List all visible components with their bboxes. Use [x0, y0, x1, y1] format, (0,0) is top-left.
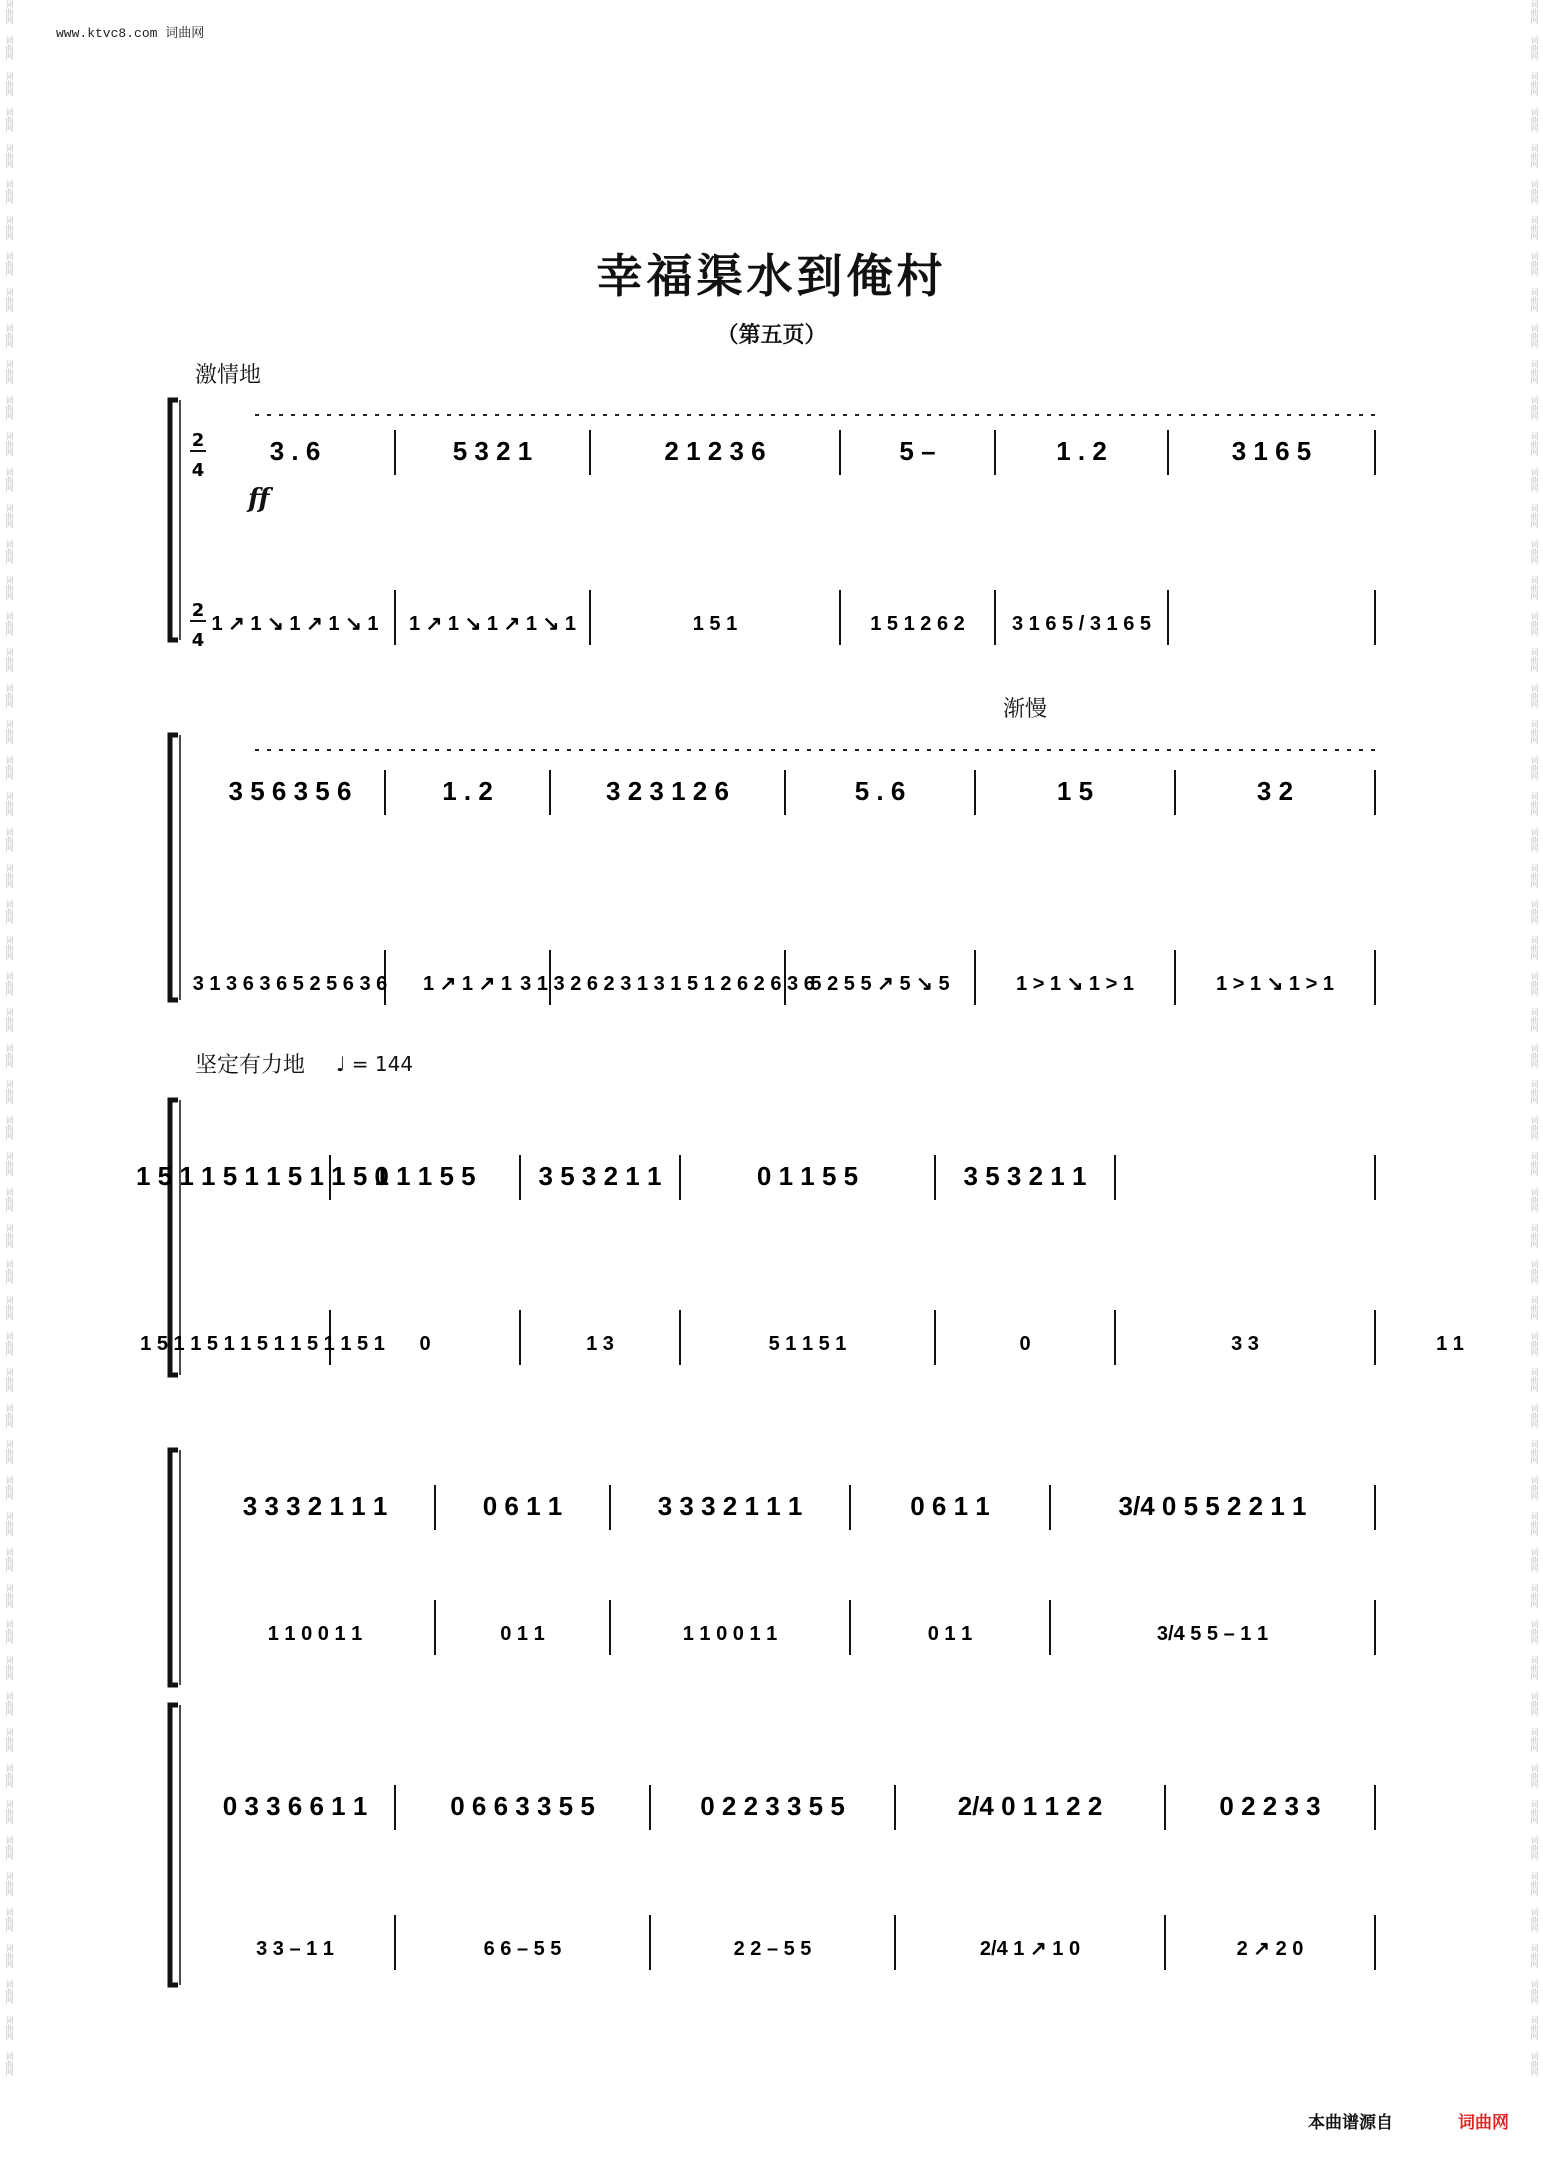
upper-measure: 0 3 3 6 6 1 1 [222, 1791, 368, 1821]
lower-measure: 2 ↗ 2 0 [1236, 1938, 1304, 1960]
watermark-text: 词曲网 [5, 1476, 14, 1500]
lower-measure: 5 2 5 5 ↗ 5 ↘ 5 [810, 973, 950, 995]
upper-measure: 0 2 2 3 3 [1219, 1791, 1321, 1821]
lower-measure: 1 > 1 ↘ 1 > 1 [1216, 973, 1334, 995]
watermark-text: 词曲网 [1530, 864, 1539, 888]
watermark-text: 词曲网 [1530, 0, 1539, 24]
upper-measure: 3/4 0 5 5 2 2 1 1 [1118, 1491, 1307, 1521]
watermark-text: 词曲网 [5, 936, 14, 960]
watermark-text: 词曲网 [1530, 360, 1539, 384]
watermark-text: 词曲网 [5, 108, 14, 132]
upper-measure: 3 5 3 2 1 1 [538, 1161, 662, 1191]
watermark-text: 词曲网 [5, 828, 14, 852]
watermark-text: 词曲网 [1530, 1404, 1539, 1428]
time-signature-numerator: 2 [191, 430, 205, 451]
watermark-text: 词曲网 [1530, 756, 1539, 780]
watermark-text: 词曲网 [5, 1368, 14, 1392]
watermark-text: 词曲网 [1530, 612, 1539, 636]
watermark-text: 词曲网 [5, 1008, 14, 1032]
watermark-text: 词曲网 [1530, 1008, 1539, 1032]
upper-measure: 1 5 1 1 5 1 1 5 1 1 5 1 [136, 1161, 389, 1191]
lower-measure: 1 5 1 2 6 2 [870, 613, 965, 635]
watermark-text: 词曲网 [1530, 1368, 1539, 1392]
tempo-marking-2: 渐慢 [1003, 697, 1048, 722]
watermark-text: 词曲网 [5, 1872, 14, 1896]
watermark-text: 词曲网 [1530, 144, 1539, 168]
watermark-text: 词曲网 [5, 2052, 14, 2076]
watermark-text: 词曲网 [1530, 792, 1539, 816]
watermark-text: 词曲网 [1530, 684, 1539, 708]
watermark-text: 词曲网 [5, 612, 14, 636]
watermark-text: 词曲网 [5, 0, 14, 24]
watermark-text: 词曲网 [1530, 1944, 1539, 1968]
dynamic-marking: ff [248, 484, 270, 514]
watermark-text: 词曲网 [1530, 1188, 1539, 1212]
watermark-text: 词曲网 [5, 1116, 14, 1140]
watermark-text: 词曲网 [1530, 252, 1539, 276]
footer-source-label: 本曲谱源自 [1308, 2113, 1393, 2133]
watermark-text: 词曲网 [1530, 324, 1539, 348]
watermark-text: 词曲网 [5, 720, 14, 744]
upper-measure: 5 3 2 1 [452, 436, 533, 466]
watermark-text: 词曲网 [1530, 1728, 1539, 1752]
lower-measure: 6 6 – 5 5 [483, 1938, 562, 1960]
upper-measure: 1 5 [1056, 776, 1094, 806]
watermark-text: 词曲网 [1530, 1620, 1539, 1644]
tempo-marking-1: 激情地 [195, 363, 262, 388]
watermark-text: 词曲网 [1530, 1836, 1539, 1860]
watermark-text: 词曲网 [5, 360, 14, 384]
lower-measure: 1 ↗ 1 ↗ 1 [422, 973, 513, 995]
lower-measure: 0 [419, 1333, 431, 1355]
watermark-text: 词曲网 [5, 396, 14, 420]
watermark-text: 词曲网 [5, 1044, 14, 1068]
watermark-text: 词曲网 [5, 972, 14, 996]
lower-measure: 3 3 [1231, 1333, 1259, 1355]
watermark-text: 词曲网 [1530, 1872, 1539, 1896]
watermark-text: 词曲网 [5, 1260, 14, 1284]
watermark-text: 词曲网 [5, 540, 14, 564]
upper-measure: 2 1 2 3 6 [664, 436, 766, 466]
lower-measure: 1 1 0 0 1 1 [682, 1623, 778, 1645]
watermark-text: 词曲网 [5, 1296, 14, 1320]
watermark-text: 词曲网 [5, 648, 14, 672]
page-title: 幸福渠水到俺村 [596, 249, 947, 303]
lower-measure: 1 ↗ 1 ↘ 1 ↗ 1 ↘ 1 [211, 613, 379, 635]
lower-measure: 5 1 1 5 1 [768, 1333, 847, 1355]
lower-measure: 1 5 1 1 5 1 1 5 1 1 5 1 1 5 1 [140, 1333, 385, 1355]
watermark-text: 词曲网 [1530, 36, 1539, 60]
watermark-text: 词曲网 [5, 468, 14, 492]
watermark-text: 词曲网 [5, 1728, 14, 1752]
upper-measure: 0 1 1 5 5 [756, 1161, 859, 1191]
lower-measure: 3/4 5 5 – 1 1 [1156, 1623, 1269, 1645]
watermark-text: 词曲网 [1530, 828, 1539, 852]
watermark-text: 词曲网 [1530, 1692, 1539, 1716]
watermark-text: 词曲网 [1530, 972, 1539, 996]
watermark-text: 词曲网 [1530, 1440, 1539, 1464]
watermark-text: 词曲网 [5, 684, 14, 708]
watermark-text: 词曲网 [1530, 1908, 1539, 1932]
watermark-text: 词曲网 [5, 1548, 14, 1572]
watermark-text: 词曲网 [5, 2016, 14, 2040]
watermark-text: 词曲网 [1530, 1116, 1539, 1140]
watermark-text: 词曲网 [1530, 720, 1539, 744]
watermark-text: 词曲网 [1530, 1080, 1539, 1104]
watermark-text: 词曲网 [1530, 468, 1539, 492]
watermark-text: 词曲网 [5, 1188, 14, 1212]
watermark-text: 词曲网 [5, 1836, 14, 1860]
time-signature-numerator: 2 [191, 600, 205, 621]
system-bracket [170, 1705, 178, 1985]
watermark-text: 词曲网 [5, 1980, 14, 2004]
watermark-text: 词曲网 [5, 216, 14, 240]
watermark-text: 词曲网 [5, 324, 14, 348]
watermark-text: 词曲网 [1530, 288, 1539, 312]
watermark-text: 词曲网 [5, 756, 14, 780]
watermark-text: 词曲网 [1530, 1260, 1539, 1284]
watermark-text: 词曲网 [5, 72, 14, 96]
lower-measure: 1 ↗ 1 ↘ 1 ↗ 1 ↘ 1 [408, 613, 577, 635]
lower-measure: 1 1 [1436, 1333, 1464, 1355]
lower-measure: 3 1 3 6 3 6 5 2 5 6 3 6 [192, 973, 388, 995]
watermark-text: 词曲网 [5, 36, 14, 60]
watermark-text: 词曲网 [5, 864, 14, 888]
watermark-text: 词曲网 [5, 1800, 14, 1824]
watermark-text: 词曲网 [1530, 2052, 1539, 2076]
watermark-text: 词曲网 [1530, 1224, 1539, 1248]
lower-measure: 0 1 1 [500, 1623, 545, 1645]
watermark-text: 词曲网 [1530, 576, 1539, 600]
upper-measure: 2/4 0 1 1 2 2 [957, 1791, 1103, 1821]
watermark-text: 词曲网 [5, 180, 14, 204]
upper-measure: 0 2 2 3 3 5 5 [700, 1791, 845, 1821]
watermark-text: 词曲网 [5, 1764, 14, 1788]
upper-measure: 5 – [899, 436, 936, 466]
lower-measure: 3 3 – 1 1 [256, 1938, 334, 1960]
watermark-text: 词曲网 [1530, 1800, 1539, 1824]
watermark-text: 词曲网 [5, 1692, 14, 1716]
watermark-text: 词曲网 [1530, 1980, 1539, 2004]
watermark-text: 词曲网 [5, 1620, 14, 1644]
upper-measure: 3 2 [1256, 776, 1294, 806]
upper-measure: 0 6 1 1 [910, 1491, 990, 1521]
lower-measure: 1 3 [586, 1333, 614, 1355]
system-bracket [170, 1450, 178, 1685]
upper-measure: 3 3 3 2 1 1 1 [242, 1491, 388, 1521]
watermark-text: 词曲网 [1530, 432, 1539, 456]
metronome-value: = 144 [351, 1052, 414, 1076]
quarter-note-icon: ♩ [336, 1052, 346, 1076]
footer-brand-link[interactable]: 词曲网 [1458, 2113, 1509, 2133]
lower-measure: 0 [1019, 1333, 1031, 1355]
watermark-text: 词曲网 [5, 1944, 14, 1968]
upper-measure: 3 . 6 [269, 436, 321, 466]
watermark-text: 词曲网 [1530, 1548, 1539, 1572]
watermark-text: 词曲网 [1530, 1044, 1539, 1068]
watermark-text: 词曲网 [1530, 648, 1539, 672]
watermark-text: 词曲网 [5, 144, 14, 168]
site-url: www.ktvc8.com 词曲网 [56, 26, 205, 41]
watermark-text: 词曲网 [1530, 2016, 1539, 2040]
watermark-text: 词曲网 [5, 1080, 14, 1104]
watermark-text: 词曲网 [1530, 1656, 1539, 1680]
upper-measure: 3 5 3 2 1 1 [963, 1161, 1087, 1191]
watermark-text: 词曲网 [5, 1584, 14, 1608]
lower-measure: 1 1 0 0 1 1 [267, 1623, 363, 1645]
tempo-marking-3: 坚定有力地 [195, 1053, 306, 1078]
lower-measure: 1 5 1 [692, 613, 738, 635]
watermark-text: 词曲网 [1530, 1512, 1539, 1536]
lower-measure: 3 1 3 2 6 2 3 1 3 1 5 1 2 6 2 6 3 6 [520, 973, 815, 995]
time-signature-denominator: 4 [191, 460, 205, 481]
watermark-text: 词曲网 [5, 1404, 14, 1428]
watermark-text: 词曲网 [5, 1224, 14, 1248]
watermark-text: 词曲网 [1530, 1476, 1539, 1500]
upper-measure: 1 . 2 [1056, 436, 1107, 466]
watermark-text: 词曲网 [5, 1908, 14, 1932]
lower-measure: 0 1 1 [927, 1623, 973, 1645]
time-signature-denominator: 4 [191, 630, 205, 651]
lower-measure: 2 2 – 5 5 [733, 1938, 812, 1960]
watermark-text: 词曲网 [1530, 216, 1539, 240]
watermark-text: 词曲网 [1530, 1296, 1539, 1320]
upper-measure: 1 . 2 [442, 776, 493, 806]
lower-measure: 3 1 6 5 / 3 1 6 5 [1012, 613, 1151, 635]
lower-measure: 1 > 1 ↘ 1 > 1 [1016, 973, 1134, 995]
watermark-text: 词曲网 [1530, 1332, 1539, 1356]
watermark-text: 词曲网 [1530, 1764, 1539, 1788]
watermark-text: 词曲网 [5, 252, 14, 276]
upper-measure: 0 6 6 3 3 5 5 [450, 1791, 595, 1821]
watermark-text: 词曲网 [5, 504, 14, 528]
watermark-text: 词曲网 [1530, 396, 1539, 420]
watermark-text: 词曲网 [1530, 1152, 1539, 1176]
watermark-text: 词曲网 [1530, 180, 1539, 204]
watermark-text: 词曲网 [5, 1512, 14, 1536]
watermark-text: 词曲网 [5, 1440, 14, 1464]
upper-measure: 3 1 6 5 [1231, 436, 1312, 466]
upper-measure: 0 6 1 1 [482, 1491, 563, 1521]
watermark-text: 词曲网 [1530, 540, 1539, 564]
upper-measure: 0 1 1 5 5 [374, 1161, 476, 1191]
watermark-text: 词曲网 [1530, 72, 1539, 96]
watermark-text: 词曲网 [5, 576, 14, 600]
upper-measure: 3 3 3 2 1 1 1 [657, 1491, 803, 1521]
watermark-text: 词曲网 [5, 900, 14, 924]
lower-measure: 2/4 1 ↗ 1 0 [979, 1938, 1081, 1960]
watermark-text: 词曲网 [5, 1332, 14, 1356]
watermark-text: 词曲网 [1530, 504, 1539, 528]
watermark-text: 词曲网 [5, 288, 14, 312]
watermark-text: 词曲网 [5, 1152, 14, 1176]
watermark-text: 词曲网 [5, 432, 14, 456]
watermark-text: 词曲网 [1530, 108, 1539, 132]
watermark-text: 词曲网 [5, 792, 14, 816]
system-bracket [170, 400, 178, 640]
watermark-text: 词曲网 [5, 1656, 14, 1680]
page-subtitle: （第五页） [716, 322, 827, 348]
watermark-text: 词曲网 [1530, 900, 1539, 924]
upper-measure: 3 2 3 1 2 6 [606, 776, 729, 806]
watermark-text: 词曲网 [1530, 936, 1539, 960]
upper-measure: 5 . 6 [854, 776, 906, 806]
watermark-text: 词曲网 [1530, 1584, 1539, 1608]
upper-measure: 3 5 6 3 5 6 [228, 776, 352, 806]
system-bracket [170, 735, 178, 1000]
